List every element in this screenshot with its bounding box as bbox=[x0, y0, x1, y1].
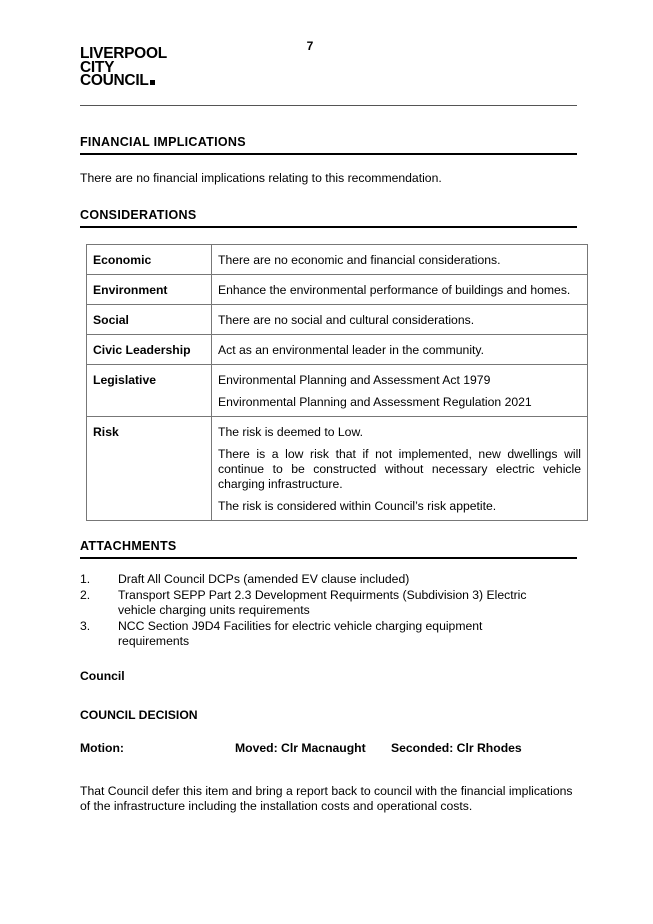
attachments-list bbox=[80, 572, 540, 650]
consideration-paragraph: Environmental Planning and Assessment Regulation 2021 bbox=[218, 395, 532, 409]
consideration-value bbox=[212, 335, 588, 365]
attachments-heading: ATTACHMENTS bbox=[80, 539, 577, 559]
attachment-number: 3. bbox=[80, 619, 91, 633]
consideration-label: Civic Leadership bbox=[87, 335, 212, 365]
consideration-value bbox=[212, 245, 588, 275]
consideration-paragraph: There is a low risk that if not implemented, new dwellings will continue to be constructed without necessary electric vehicle charging infrastructure. bbox=[218, 447, 581, 491]
council-label: Council bbox=[80, 669, 125, 683]
consideration-value bbox=[212, 305, 588, 335]
financial-implications-heading: FINANCIAL IMPLICATIONS bbox=[80, 135, 577, 155]
consideration-label: Risk bbox=[87, 417, 212, 521]
attachment-item bbox=[80, 588, 540, 618]
considerations-row bbox=[87, 365, 588, 417]
page-number: 7 bbox=[306, 39, 314, 53]
attachment-item bbox=[80, 619, 540, 649]
consideration-paragraph: Enhance the environmental performance of buildings and homes. bbox=[218, 283, 571, 297]
considerations-row bbox=[87, 275, 588, 305]
consideration-paragraph: There are no economic and financial considerations. bbox=[218, 253, 501, 267]
council-logo bbox=[80, 47, 167, 88]
header-divider bbox=[80, 105, 577, 106]
motion-label: Motion: bbox=[80, 741, 124, 755]
attachment-number: 1. bbox=[80, 572, 91, 586]
attachment-number: 2. bbox=[80, 588, 91, 602]
consideration-value bbox=[212, 417, 588, 521]
logo-line-3: COUNCIL bbox=[80, 72, 149, 89]
consideration-label: Environment bbox=[87, 275, 212, 305]
resolution-text: That Council defer this item and bring a report back to council with the financial implications of the infrastructure including the installation costs and operational costs. bbox=[80, 784, 573, 813]
considerations-row bbox=[87, 245, 588, 275]
attachment-text: NCC Section J9D4 Facilities for electric vehicle charging equipment requirements bbox=[118, 619, 483, 648]
logo-line-2: CITY bbox=[80, 58, 115, 76]
consideration-paragraph: The risk is deemed to Low. bbox=[218, 425, 363, 439]
considerations-table bbox=[86, 244, 588, 521]
attachment-item bbox=[80, 572, 540, 587]
consideration-value bbox=[212, 275, 588, 305]
consideration-paragraph: Act as an environmental leader in the community. bbox=[218, 343, 484, 357]
consideration-label: Economic bbox=[87, 245, 212, 275]
considerations-row bbox=[87, 335, 588, 365]
consideration-value bbox=[212, 365, 588, 417]
moved-by: Moved: Clr Macnaught bbox=[235, 741, 366, 755]
logo-line-3-wrap bbox=[80, 74, 167, 88]
logo-dot-icon bbox=[150, 80, 155, 85]
council-decision-heading: COUNCIL DECISION bbox=[80, 708, 198, 722]
consideration-label: Social bbox=[87, 305, 212, 335]
considerations-row bbox=[87, 305, 588, 335]
consideration-paragraph: The risk is considered within Council’s risk appetite. bbox=[218, 499, 497, 513]
consideration-paragraph: There are no social and cultural considerations. bbox=[218, 313, 475, 327]
financial-implications-text: There are no financial implications relating to this recommendation. bbox=[80, 171, 442, 185]
attachment-text: Transport SEPP Part 2.3 Development Requirments (Subdivision 3) Electric vehicle charging units requirements bbox=[118, 588, 527, 617]
attachment-text: Draft All Council DCPs (amended EV clause included) bbox=[118, 572, 410, 586]
considerations-row bbox=[87, 417, 588, 521]
logo-line-1: LIVERPOOL bbox=[80, 45, 167, 62]
considerations-heading: CONSIDERATIONS bbox=[80, 208, 577, 228]
consideration-paragraph: Environmental Planning and Assessment Act 1979 bbox=[218, 373, 491, 387]
consideration-label: Legislative bbox=[87, 365, 212, 417]
seconded-by: Seconded: Clr Rhodes bbox=[391, 741, 522, 755]
